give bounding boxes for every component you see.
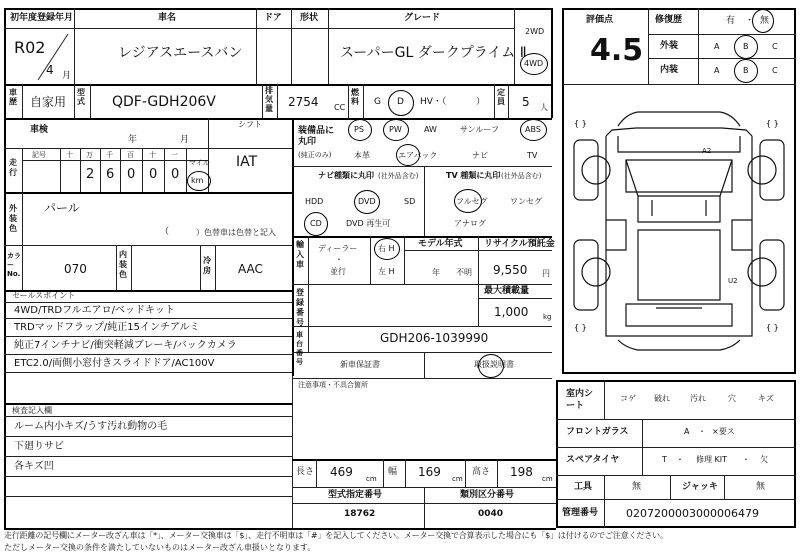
grid-line [316, 459, 317, 487]
grid-line [4, 336, 292, 337]
first-reg-month: 4 [46, 63, 54, 77]
grid-line [363, 84, 364, 118]
length-label: 長さ [296, 467, 315, 477]
grid-line [4, 84, 552, 86]
import-label: 輸入車 [296, 240, 304, 269]
equip-leather: 本革 [354, 151, 370, 160]
grid-line [277, 84, 278, 118]
grade-label: グレード [404, 13, 441, 23]
seat-item: 穴 [728, 394, 736, 403]
exterior-grade-a: A [714, 42, 720, 51]
interior-grade-a: A [714, 66, 720, 75]
sheet-bottom-border [4, 528, 556, 530]
import-right-h: 右 H [378, 244, 395, 253]
equip-airbag: エアバック [398, 151, 438, 160]
mileage-col-man: 万 [86, 151, 93, 159]
grid-line [90, 84, 91, 118]
tv-fullseg: フルセグ [456, 197, 488, 206]
navi-dvd-play: DVD 再生可 [346, 219, 391, 228]
class-no-value: 0040 [478, 509, 504, 519]
manual-circle [478, 354, 504, 378]
jack-label: ジャッキ [682, 482, 718, 492]
grid-line [648, 58, 796, 59]
navi-cd: CD [310, 219, 322, 228]
fuel-hv: HV・（ [420, 97, 447, 107]
grid-line [292, 284, 552, 285]
width-value: 169 [418, 465, 441, 479]
use-value: 自家用 [30, 95, 67, 109]
model-value: QDF-GDH206V [112, 94, 216, 110]
mileage-col-hyaku: 百 [127, 151, 134, 159]
mileage-col-ichi: 一 [171, 151, 178, 159]
mileage-digit: 0 [149, 167, 158, 182]
color-code-value: 070 [64, 262, 87, 276]
warranty-label: 新車保証書 [340, 360, 380, 369]
grid-line [4, 354, 292, 355]
use-label: 車歴 [9, 88, 17, 106]
grid-line [292, 459, 556, 461]
spare-dot2: ・ [742, 455, 750, 464]
max-load-value: 1,000 [494, 305, 529, 319]
sales-point-line: 純正7インチナビ/衝突軽減ブレーキ/バックカメラ [14, 340, 237, 351]
windshield-dot: ・ [698, 427, 706, 436]
first-reg-era: R02 [14, 38, 46, 57]
sales-points-label: セールスポイント [12, 291, 76, 300]
chassis-value: GDH206-1039990 [380, 331, 489, 345]
sheet-top-border [4, 8, 552, 10]
class-no-label: 類別区分番号 [460, 490, 515, 500]
import-dot: ・ [335, 255, 343, 264]
fuel-close: ） [476, 97, 486, 107]
grid-line [648, 8, 649, 84]
color-note-open: （ [160, 227, 170, 237]
interior-grade-c: C [772, 66, 778, 75]
diagram-bracket-tl: { } [574, 119, 587, 128]
grid-line [4, 403, 292, 405]
navi-sd: SD [404, 197, 416, 206]
grid-line [370, 236, 371, 284]
grid-line [100, 148, 101, 192]
grid-line [120, 148, 121, 192]
equip-abs: ABS [525, 125, 541, 134]
grid-line [292, 352, 552, 353]
interior-color-label: 内装色 [119, 250, 127, 279]
grid-line [604, 380, 605, 419]
grid-line [22, 160, 208, 161]
mileage-col-juu: 十 [149, 151, 156, 159]
shape-label: 形状 [300, 13, 319, 23]
tv-kind-sub: (社外品含む) [501, 172, 542, 180]
km-unit: km [191, 176, 204, 185]
month-unit: 月 [62, 71, 72, 81]
interior-b-circle [734, 59, 758, 83]
grid-line [308, 284, 309, 326]
grid-line [724, 475, 725, 499]
shaken-year: 年 [128, 135, 138, 145]
grid-line [74, 84, 75, 118]
grid-line [74, 8, 75, 84]
note-line: 各キズ凹 [14, 461, 54, 472]
model-year-year: 年 [432, 268, 440, 277]
footer-note-1: 走行距離の記号欄にメーター改ざん車は「*」、メーター交換車は「$」、走行不明車は「#」を記入してください。メーター交換で合算表示した場合にも「$」は付けるのでご注意ください。 [4, 531, 668, 540]
grid-line [4, 192, 292, 194]
grid-line [292, 166, 552, 167]
grid-line [186, 148, 187, 192]
diagram-mark-a2: A2 [702, 147, 712, 155]
recycle-unit: 円 [542, 269, 550, 278]
sales-point-line: 4WD/TRDフルエアロ/ベッドキット [14, 305, 175, 316]
exterior-color-value: パール [44, 201, 80, 215]
height-value: 198 [510, 465, 533, 479]
repair-yes: 有 [726, 16, 736, 26]
mileage-digit: 6 [106, 167, 115, 182]
notes-label: 検査記入欄 [12, 406, 52, 415]
cooler-label: 冷房 [203, 256, 211, 275]
grid-line [551, 8, 553, 118]
grid-line [508, 84, 509, 118]
model-year-label: モデル年式 [418, 239, 463, 249]
grid-line [383, 459, 384, 487]
grid-line [556, 475, 796, 476]
chassis-label: 車台番号 [296, 331, 303, 366]
grid-line [424, 487, 425, 528]
exterior-color-label: 外装色 [9, 204, 17, 233]
spare-none: 欠 [760, 455, 768, 464]
mileage-col-sign: 記号 [32, 151, 46, 159]
seat-item: 汚れ [690, 394, 706, 403]
windshield-a: A [684, 427, 690, 436]
length-unit: cm [366, 475, 377, 483]
grid-line [292, 378, 552, 379]
recycle-value: 9,550 [493, 263, 528, 277]
cc-unit: CC [334, 103, 346, 112]
grid-line [648, 34, 796, 35]
seat-item: コゲ [620, 394, 636, 403]
equip-sunroof: サンルーフ [460, 125, 499, 134]
grid-line [292, 118, 294, 376]
height-unit: cm [542, 475, 553, 483]
grid-line [200, 245, 201, 290]
tv-oneseg: ワンセグ [510, 197, 542, 206]
grid-line [556, 419, 796, 420]
mileage-label: 走行 [9, 158, 17, 177]
car-name-label: 車名 [158, 13, 177, 23]
grid-line [478, 298, 552, 299]
color-code-label: カラーNo. [7, 252, 21, 278]
grid-line [556, 447, 796, 448]
grid-line [292, 326, 552, 327]
tools-value: 無 [632, 482, 642, 492]
tools-label: 工具 [574, 482, 593, 492]
interior-grade-label: 内装 [660, 65, 679, 75]
navi-kind-sub: (社外品含む) [378, 172, 419, 180]
grid-line [22, 192, 23, 290]
mileage-digit: 2 [86, 167, 95, 182]
grid-line [494, 84, 495, 118]
grid-line [256, 8, 257, 84]
windshield-replace: ×要ス [712, 427, 735, 436]
width-label: 幅 [388, 467, 398, 477]
jack-value: 無 [756, 482, 766, 492]
shaken-label: 車検 [30, 125, 49, 135]
grid-line [604, 475, 605, 528]
note-line: 下廻りサビ [14, 441, 64, 452]
diagram-bracket-bl: { } [574, 323, 587, 332]
displacement-label: 排気量 [265, 86, 273, 113]
door-label: ドア [264, 13, 282, 23]
spare-kit: 修理 KIT [696, 455, 728, 464]
seat-item: キズ [758, 394, 774, 403]
diagram-bracket-tr: { } [766, 119, 779, 128]
repair-sep: ・ [745, 16, 755, 26]
color-note: ）色替車は色替と記入 [196, 228, 276, 237]
score-value: 4.5 [590, 33, 644, 68]
grid-line [60, 148, 61, 192]
equip-abs-circle [520, 119, 547, 141]
spare-label: スペアタイヤ [566, 455, 620, 465]
fuel-label: 燃料 [351, 88, 359, 106]
tv-kind-label: TV 種類に丸印 [446, 171, 501, 180]
navi-dvd-circle [354, 190, 380, 214]
max-load-label: 最大積載量 [484, 286, 530, 296]
grid-line [22, 84, 23, 118]
cooler-value: AAC [238, 262, 263, 276]
navi-dvd: DVD [358, 197, 376, 206]
repair-no: 無 [760, 16, 770, 26]
grid-line [404, 236, 405, 284]
equip-pw-circle [383, 119, 409, 141]
grid-line [164, 148, 165, 192]
spare-t: T [662, 455, 667, 464]
grid-line [4, 148, 292, 149]
grid-line [262, 84, 263, 118]
grid-line [424, 352, 425, 378]
grid-line [292, 236, 552, 238]
note-line: ルーム内小キズ/うす汚れ動物の毛 [14, 421, 168, 432]
car-name: レジアスエースバン [118, 45, 243, 61]
drive-4wd: 4WD [524, 59, 544, 68]
grid-line [465, 459, 466, 487]
grid-line [4, 318, 292, 319]
grid-line [142, 148, 143, 192]
grid-line [348, 84, 349, 118]
navi-hdd: HDD [305, 197, 324, 206]
type-no-label: 型式指定番号 [328, 490, 383, 500]
grid-line [4, 436, 292, 437]
grid-line [497, 459, 498, 487]
length-value: 469 [330, 465, 353, 479]
grade: スーパーGL ダークプライム Ⅱ [340, 45, 527, 61]
seat-item: 破れ [654, 394, 670, 403]
sheet-left-border [4, 8, 6, 529]
type-no-value: 18762 [344, 509, 376, 519]
fuel-d: D [397, 97, 404, 107]
manual-label: 取扱説明書 [474, 360, 514, 369]
exterior-b-circle [734, 35, 758, 59]
model-label: 型式 [77, 88, 85, 106]
drive-2wd: 2WD [525, 27, 545, 36]
grid-line [215, 245, 216, 290]
grid-line [308, 326, 309, 352]
grid-line [4, 28, 514, 29]
fuel-g: G [374, 97, 381, 107]
windshield-label: フロントガラス [566, 427, 629, 437]
equip-navi: ナビ [472, 151, 488, 160]
management-label: 管理番号 [562, 508, 599, 518]
right-h-circle [374, 238, 400, 260]
grid-line [308, 236, 309, 284]
management-value: 0207200003000006479 [626, 507, 759, 520]
sales-point-line: ETC2.0/両側小窓付きスライドドア/AC100V [14, 358, 215, 369]
fuel-d-circle [388, 90, 414, 116]
mileage-col-sen: 千 [106, 151, 113, 159]
tv-fullseg-circle [454, 189, 482, 213]
equipment-sub: (純正のみ) [298, 151, 332, 159]
mile-unit: マイル [189, 159, 210, 167]
model-year-unknown: 不明 [456, 268, 472, 277]
grid-line [4, 416, 292, 417]
grid-line [424, 166, 425, 236]
navi-kind-label: ナビ種類に丸印 [318, 171, 374, 180]
recycle-label: リサイクル預託金 [484, 239, 555, 249]
grid-line [4, 302, 292, 303]
grid-line [4, 456, 292, 457]
grid-line [4, 496, 292, 497]
grid-line [116, 245, 117, 290]
equip-ps: PS [354, 125, 364, 134]
first-reg-label: 初年度登録年月 [10, 13, 74, 23]
navi-cd-circle [304, 212, 328, 236]
repair-no-circle [752, 9, 774, 33]
repair-label: 修復歴 [655, 15, 683, 25]
max-load-unit: kg [543, 313, 552, 321]
grid-line [328, 8, 329, 84]
grid-line [4, 476, 292, 477]
grid-line [405, 459, 406, 487]
grid-line [4, 372, 292, 373]
diagram-bracket-br: { } [766, 323, 779, 332]
mileage-digit: 0 [171, 167, 180, 182]
interior-grade-b: B [743, 66, 749, 75]
caution-label: 注意事項・不具合箇所 [298, 381, 368, 389]
grid-line [291, 8, 292, 84]
exterior-grade-label: 外装 [660, 41, 679, 51]
capacity-unit: 人 [540, 103, 548, 112]
mileage-col-10man: 十 [66, 151, 73, 159]
grid-line [292, 503, 556, 504]
km-circle [187, 171, 211, 191]
grid-line [556, 499, 796, 500]
import-parallel: 並行 [330, 267, 346, 276]
grid-line [562, 84, 796, 85]
sales-point-line: TRDマッドフラップ/純正15インチアルミ [14, 322, 200, 333]
equipment-label: 装備品に丸印 [298, 126, 335, 147]
equip-aw: AW [424, 125, 437, 134]
equip-tv: TV [527, 151, 538, 160]
grid-line [22, 148, 23, 192]
equip-airbag-circle [396, 144, 420, 166]
grid-line [292, 376, 293, 528]
spare-dot: ・ [676, 455, 684, 464]
mileage-digit: 0 [127, 167, 136, 182]
footer-note-2: ただしメーター交換の条件を満たしていないものはメーター改ざん車扱いとなります。 [4, 543, 316, 552]
score-label: 評価点 [586, 15, 614, 25]
grid-line [80, 148, 81, 192]
shift-value: IAT [236, 154, 258, 170]
equip-pw: PW [389, 125, 402, 134]
diagram-mark-u2: U2 [728, 277, 738, 285]
drive-4wd-circle [520, 53, 548, 75]
grid-line [4, 118, 552, 120]
import-left-h: 左 H [378, 267, 395, 276]
height-label: 高さ [472, 467, 491, 477]
import-dealer: ディーラー [318, 244, 358, 253]
shaken-month: 月 [180, 135, 190, 145]
capacity-label: 定員 [497, 88, 505, 106]
car-damage-diagram [566, 90, 792, 370]
grid-line [404, 250, 552, 251]
exterior-grade-b: B [743, 42, 749, 51]
exterior-grade-c: C [772, 42, 778, 51]
seat-label: 室内シート [566, 389, 594, 411]
shift-label: シフト [238, 120, 262, 129]
grid-line [4, 245, 292, 246]
tv-analog: アナログ [454, 219, 486, 228]
width-unit: cm [452, 475, 463, 483]
equip-ps-circle [348, 119, 372, 141]
grid-line [698, 8, 699, 84]
grid-line [131, 245, 132, 290]
displacement-value: 2754 [288, 95, 319, 109]
reg-label: 登録番号 [296, 288, 304, 327]
capacity-value: 5 [522, 95, 530, 109]
grid-line [670, 475, 671, 499]
